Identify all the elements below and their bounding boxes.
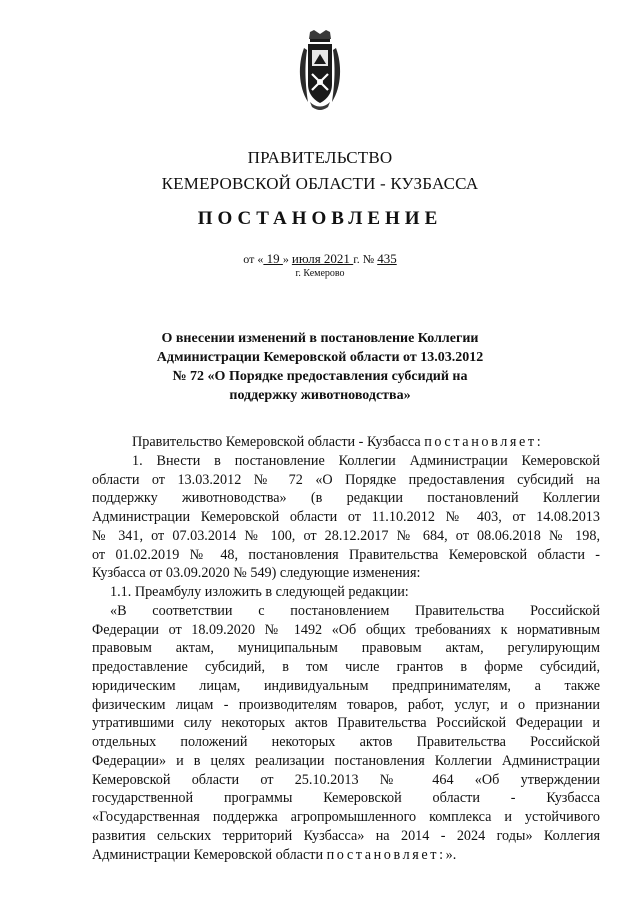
document-subject bbox=[145, 329, 495, 405]
paragraph-line: Кемеровской области от 25.10.2013 № 464 «Об утверждении bbox=[92, 771, 600, 788]
paragraph-line: физическим лицам - производителям товаров, работ, услуг, и о признании bbox=[92, 696, 600, 713]
paragraph-line: Федерации» и в целях реализации постановления Коллегии Администрации bbox=[92, 752, 600, 769]
paragraph-line: 1. Внести в постановление Коллегии Администрации Кемеровской bbox=[132, 452, 600, 469]
government-name-line2: КЕМЕРОВСКОЙ ОБЛАСТИ - КУЗБАССА bbox=[161, 174, 479, 193]
dateline-month-year: июля 2021 bbox=[291, 251, 354, 266]
paragraph-line: Администрации Кемеровской области от 11.10.2012 № 403, от 14.08.2013 bbox=[92, 509, 600, 525]
document-body bbox=[92, 433, 600, 864]
paragraph-line: развития сельских территорий Кузбасса» на 2014 - 2024 годы» Коллегия bbox=[92, 827, 600, 844]
closing-verb: постановляет: bbox=[326, 846, 446, 863]
dateline-prefix: от « bbox=[243, 252, 264, 266]
intro-verb: постановляет: bbox=[424, 434, 544, 450]
dateline-year-suffix: г. № bbox=[353, 252, 378, 266]
government-name-line1: ПРАВИТЕЛЬСТВО bbox=[247, 148, 393, 167]
document-type-title: ПОСТАНОВЛЕНИЕ bbox=[197, 208, 443, 229]
paragraph-line bbox=[92, 846, 600, 865]
paragraph-line: юридическим лицам, индивидуальным предпринимателям, а также bbox=[92, 677, 600, 694]
subject-line: Администрации Кемеровской области от 13.03.2012 bbox=[156, 350, 484, 365]
document-number: 435 bbox=[377, 251, 397, 266]
intro-paragraph bbox=[92, 433, 600, 452]
paragraph-line: Федерации от 18.09.2020 № 1492 «Об общих требованиях к нормативным bbox=[92, 621, 600, 638]
paragraph-line: отдельных положений некоторых актов Правительства Российской bbox=[92, 734, 600, 750]
closing-text: Администрации Кемеровской области bbox=[92, 846, 327, 863]
paragraph-line: «В соответствии с постановлением Правительства Российской bbox=[110, 602, 600, 619]
paragraph-line: «Государственная поддержка агропромышленного комплекса и устойчивого bbox=[92, 809, 600, 825]
closing-tail: ». bbox=[445, 846, 457, 863]
subject-line: поддержку животноводства» bbox=[229, 388, 411, 403]
wreath-right-icon bbox=[332, 48, 340, 102]
document-city: г. Кемерово bbox=[295, 268, 345, 279]
subject-line: № 72 «О Порядке предоставления субсидий на bbox=[172, 369, 468, 384]
paragraph-line: предоставление субсидий, в том числе грантов в форме субсидий, bbox=[92, 659, 600, 675]
document-dateline bbox=[0, 251, 640, 267]
crown-icon bbox=[309, 30, 331, 39]
paragraph-line: № 341, от 07.03.2014 № 100, от 28.12.2017 № 684, от 08.06.2018 № 198, bbox=[92, 527, 600, 544]
paragraph-line: утратившими силу некоторых актов Правительства Российской Федерации и bbox=[92, 715, 600, 732]
paragraph-line: правовым актам, муниципальным правовым актам, регулирующим bbox=[92, 640, 600, 657]
dateline-sep: » bbox=[282, 252, 292, 266]
paragraph-line: области от 13.03.2012 № 72 «О Порядке предоставления субсидий на bbox=[92, 471, 600, 488]
intro-text: Правительство Кемеровской области - Кузбасса bbox=[132, 434, 425, 450]
paragraph-line: государственной программы Кемеровской области - Кузбасса bbox=[92, 790, 600, 807]
subject-line: О внесении изменений в постановление Коллегии bbox=[161, 331, 479, 346]
dateline-day: 19 bbox=[263, 251, 283, 266]
paragraph-line: поддержку животноводства» (в редакции постановлений Коллегии bbox=[92, 490, 600, 507]
paragraph-line: 1.1. Преамбулу изложить в следующей редакции: bbox=[110, 584, 409, 600]
wreath-left-icon bbox=[300, 48, 308, 102]
coat-of-arms-icon bbox=[298, 30, 342, 112]
paragraph-line: Кузбасса от 03.09.2020 № 549) следующие изменения: bbox=[92, 565, 421, 582]
paragraph-line: от 01.02.2019 № 48, постановления Правительства Кемеровской области - bbox=[92, 546, 600, 563]
